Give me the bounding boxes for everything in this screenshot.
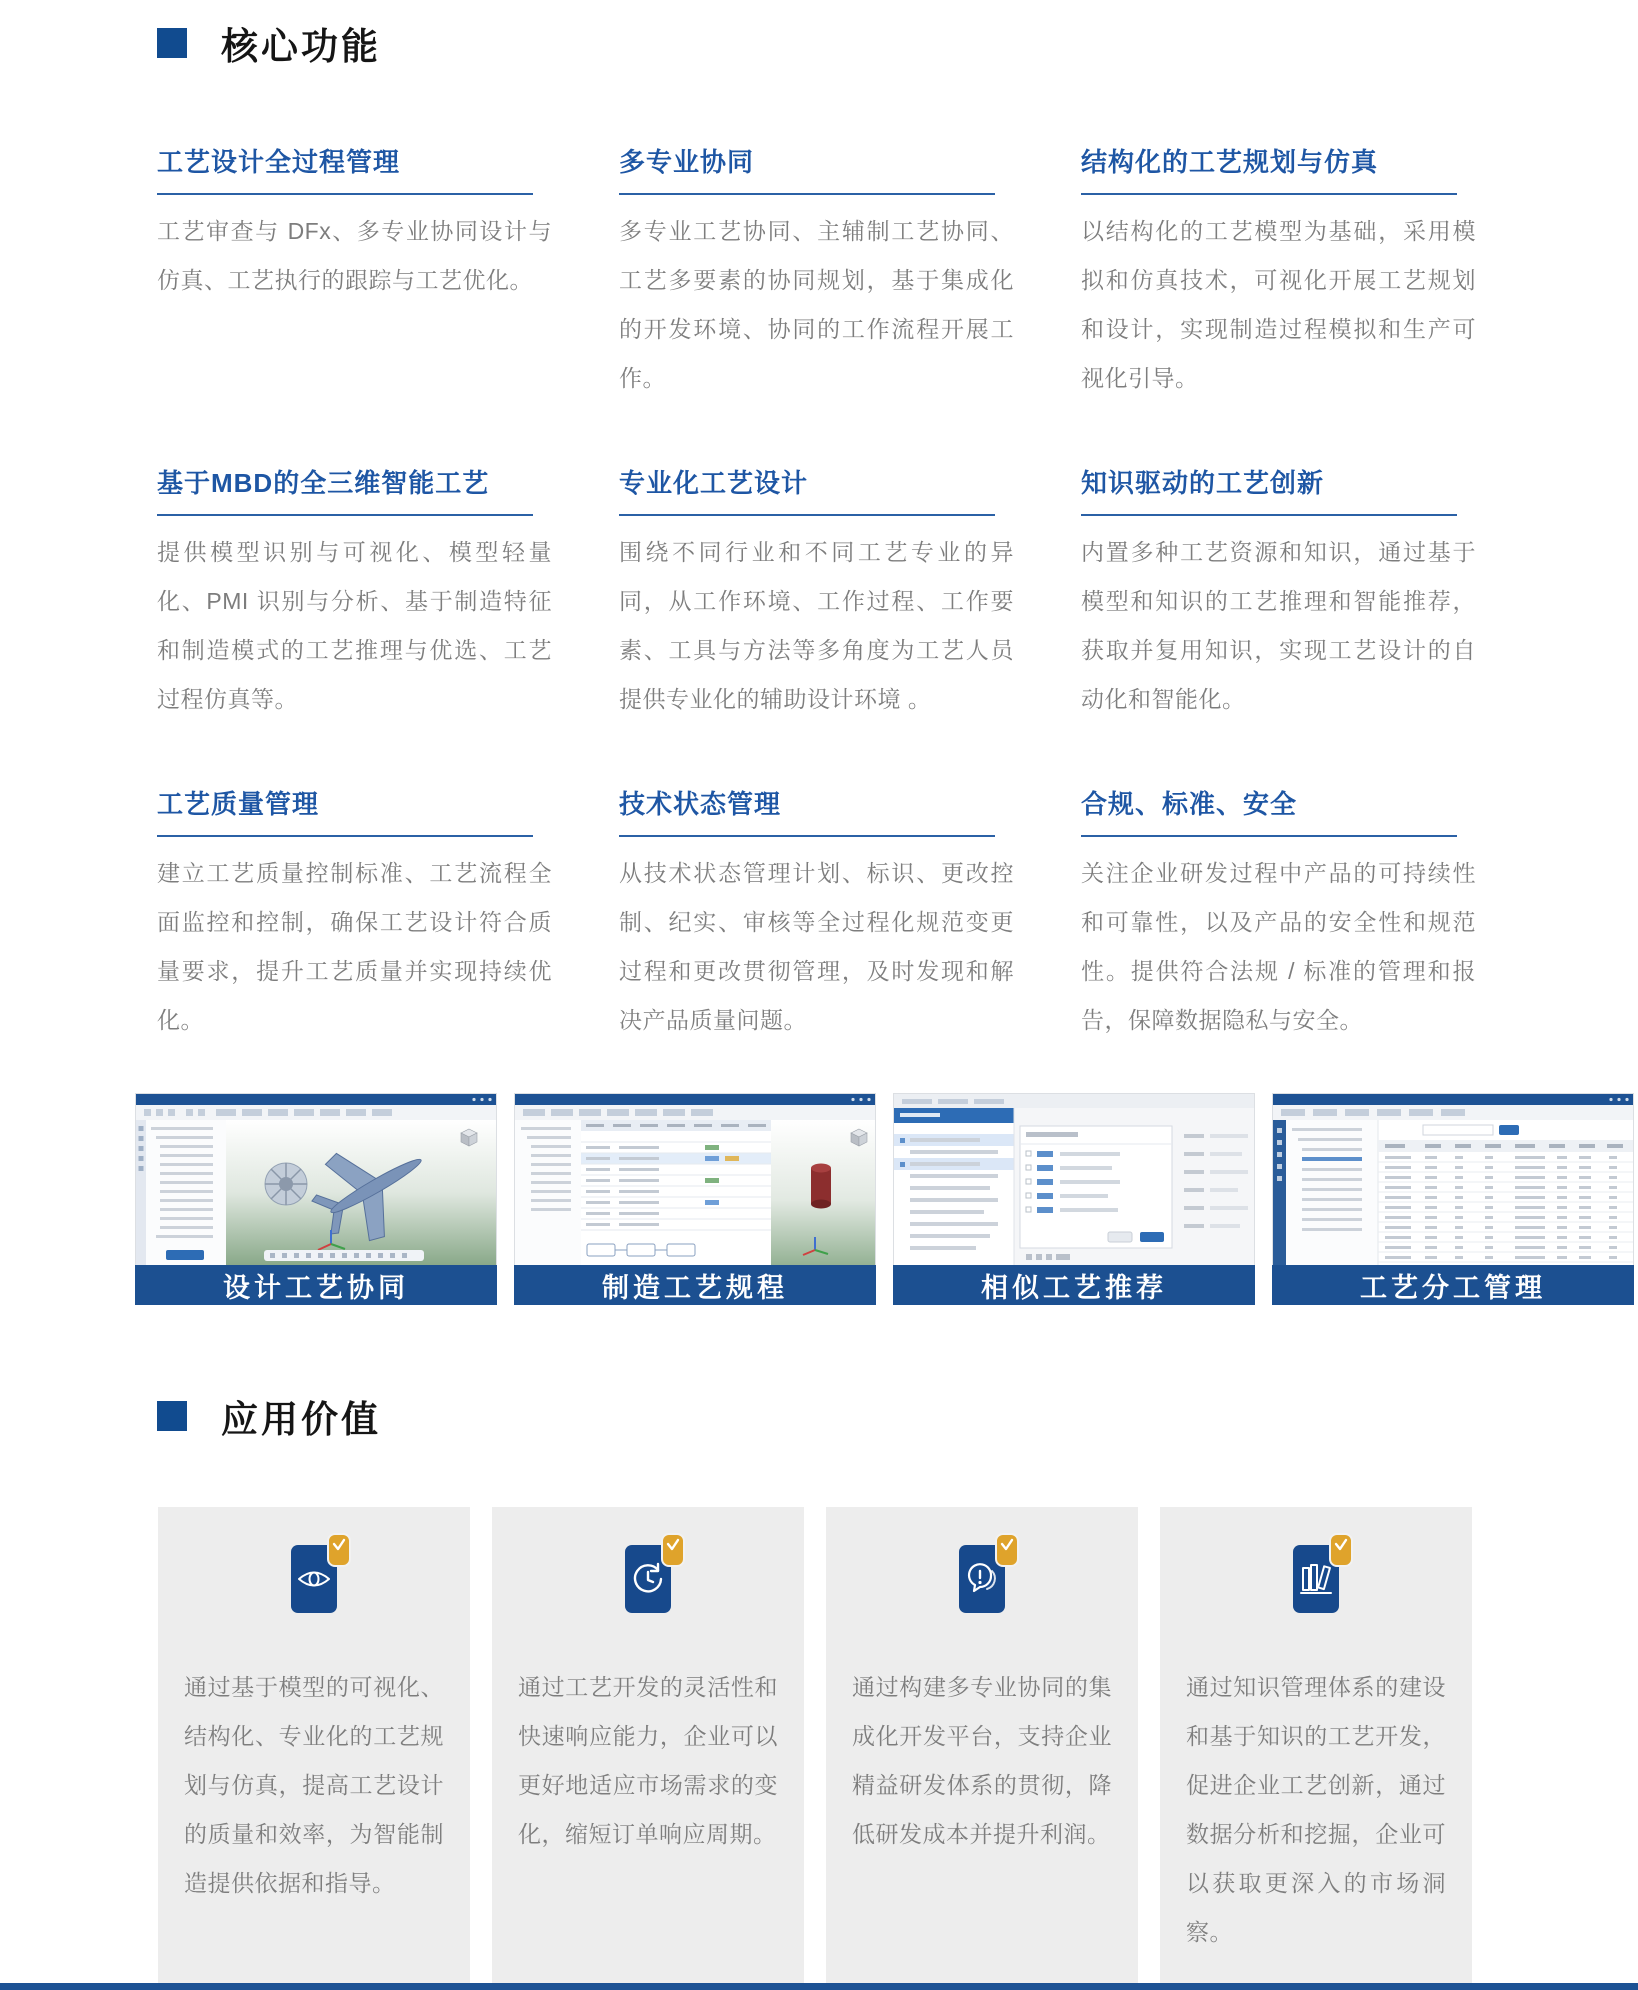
value-card-text: 通过知识管理体系的建设和基于知识的工艺开发，促进企业工艺创新，通过数据分析和挖掘，企业可以获取更深入的市场洞察。 (1186, 1674, 1446, 1945)
section-title: 应用价值 (221, 1399, 381, 1440)
recommend-dialog-mock (894, 1094, 1254, 1265)
assignment-table-mock (1273, 1094, 1633, 1265)
feature-body: 关注企业研发过程中产品的可持续性和可靠性，以及产品的安全性和规范性。提供符合法规 / 标准的管理和报告，保障数据隐私与安全。 (1081, 860, 1476, 1033)
feature-body: 工艺审查与 DFx、多专业协同设计与仿真、工艺执行的跟踪与工艺优化。 (157, 218, 552, 293)
check-badge-icon (661, 1533, 685, 1567)
feature-title: 结构化的工艺规划与仿真 (1081, 147, 1379, 177)
window-title-bar (136, 1094, 496, 1105)
panel-button (166, 1250, 204, 1260)
screenshot-card-design-collaboration (135, 1093, 497, 1305)
feature-title: 工艺设计全过程管理 (157, 147, 401, 177)
tree-panel (1286, 1120, 1378, 1265)
screenshot-card-similar-process (893, 1093, 1255, 1305)
feature-title: 合规、标准、安全 (1081, 789, 1298, 819)
feature-title-underline (619, 784, 995, 837)
value-card-icon-wrap (852, 1545, 1112, 1613)
screenshot-image-similar-process (893, 1093, 1255, 1265)
feature-card (157, 784, 552, 1045)
section-bullet-square (157, 1401, 187, 1431)
icon-tile (959, 1545, 1005, 1613)
feature-title: 多专业协同 (619, 147, 755, 177)
screenshot-caption: 设计工艺协同 (135, 1265, 497, 1305)
feature-card (1081, 784, 1476, 1045)
feature-card (619, 142, 1014, 403)
fan-part (265, 1163, 307, 1205)
check-badge-icon (1329, 1533, 1353, 1567)
feature-title: 技术状态管理 (619, 789, 782, 819)
feature-title-underline (619, 463, 995, 516)
feature-body: 围绕不同行业和不同工艺专业的异同，从工作环境、工作过程、工作要素、工具与方法等多角度为工艺人员提供专业化的辅助设计环境 。 (619, 539, 1014, 712)
screenshot-caption: 工艺分工管理 (1272, 1265, 1634, 1305)
feature-title-underline (1081, 463, 1457, 516)
search-button (1499, 1125, 1519, 1135)
check-badge-icon (327, 1533, 351, 1567)
value-card-icon-wrap (184, 1545, 444, 1613)
screenshot-card-assignment-management (1272, 1093, 1634, 1305)
value-card (826, 1507, 1138, 1985)
dialog-cancel-button (1108, 1232, 1132, 1242)
left-icon-strip (136, 1120, 146, 1265)
eye-icon (297, 1566, 331, 1592)
feature-body: 建立工艺质量控制标准、工艺流程全面监控和控制，确保工艺设计符合质量要求，提升工艺质量并实现持续优化。 (157, 860, 552, 1033)
feature-body: 提供模型识别与可视化、模型轻量化、PMI 识别与分析、基于制造特征和制造模式的工艺推理与优选、工艺过程仿真等。 (157, 539, 552, 712)
feature-title-underline (157, 784, 533, 837)
books-icon (1299, 1562, 1333, 1596)
value-card (158, 1507, 470, 1985)
section-header-core-features (157, 0, 1638, 70)
screenshot-image-assignment-management (1272, 1093, 1634, 1265)
icon-tile (291, 1545, 337, 1613)
feature-card (157, 463, 552, 724)
feature-card (1081, 142, 1476, 403)
page-footer-bar (0, 1983, 1638, 1990)
screenshot-caption: 制造工艺规程 (514, 1265, 876, 1305)
feature-body: 多专业工艺协同、主辅制工艺协同、工艺多要素的协同规划，基于集成化的开发环境、协同的工作流程开展工作。 (619, 218, 1014, 391)
feature-grid (157, 142, 1477, 1045)
feature-card (157, 142, 552, 403)
screenshot-row (135, 1093, 1638, 1305)
feature-body: 从技术状态管理计划、标识、更改控制、纪实、审核等全过程化规范变更过程和更改贯彻管理，及时发现和解决产品质量问题。 (619, 860, 1014, 1033)
feature-title: 专业化工艺设计 (619, 468, 809, 498)
screenshot-image-manufacturing-process (514, 1093, 876, 1265)
value-card (1160, 1507, 1472, 1985)
icon-tile (1293, 1545, 1339, 1613)
feature-title-underline (157, 463, 533, 516)
view-cube (851, 1129, 867, 1146)
cad-window-mock (136, 1094, 496, 1265)
value-card (492, 1507, 804, 1985)
feature-body: 内置多种工艺资源和知识，通过基于模型和知识的工艺推理和智能推荐，获取并复用知识，实现工艺设计的自动化和智能化。 (1081, 539, 1476, 712)
cylinder-part (811, 1164, 831, 1209)
screenshot-image-design-collaboration (135, 1093, 497, 1265)
value-card-icon-wrap (1186, 1545, 1446, 1613)
feature-title: 工艺质量管理 (157, 789, 320, 819)
feature-title-underline (157, 142, 533, 195)
screenshot-card-manufacturing-process (514, 1093, 876, 1305)
value-card-text: 通过基于模型的可视化、结构化、专业化的工艺规划与仿真，提高工艺设计的质量和效率，为智能制造提供依据和指导。 (184, 1674, 444, 1896)
feature-body: 以结构化的工艺模型为基础，采用模拟和仿真技术，可视化开展工艺规划和设计，实现制造过程模拟和生产可视化引导。 (1081, 218, 1476, 391)
feature-card (1081, 463, 1476, 724)
feature-title-underline (1081, 784, 1457, 837)
alert-bubble-icon (965, 1563, 999, 1595)
feature-card (619, 463, 1014, 724)
window-title-bar (1273, 1094, 1633, 1105)
flow-nodes (587, 1244, 695, 1256)
check-badge-icon (995, 1533, 1019, 1567)
dialog-ok-button (1140, 1232, 1164, 1242)
window-title-bar (515, 1094, 875, 1105)
value-card-row (158, 1507, 1638, 1985)
feature-title-underline (619, 142, 995, 195)
capp-window-mock (515, 1094, 875, 1265)
value-card-text: 通过构建多专业协同的集成化开发平台，支持企业精益研发体系的贯彻，降低研发成本并提升利润。 (852, 1674, 1112, 1847)
section-header-application-value (157, 1389, 1638, 1443)
section-title: 核心功能 (221, 26, 381, 67)
search-input (1423, 1125, 1493, 1135)
value-card-text: 通过工艺开发的灵活性和快速响应能力，企业可以更好地适应市场需求的变化，缩短订单响应周期。 (518, 1674, 778, 1847)
clock-history-icon (631, 1562, 665, 1596)
icon-tile (625, 1545, 671, 1613)
view-cube (461, 1129, 477, 1146)
feature-title: 知识驱动的工艺创新 (1081, 468, 1325, 498)
feature-title: 基于MBD的全三维智能工艺 (157, 468, 490, 498)
feature-card (619, 784, 1014, 1045)
screenshot-caption: 相似工艺推荐 (893, 1265, 1255, 1305)
feature-title-underline (1081, 142, 1457, 195)
value-card-icon-wrap (518, 1545, 778, 1613)
section-bullet-square (157, 28, 187, 58)
